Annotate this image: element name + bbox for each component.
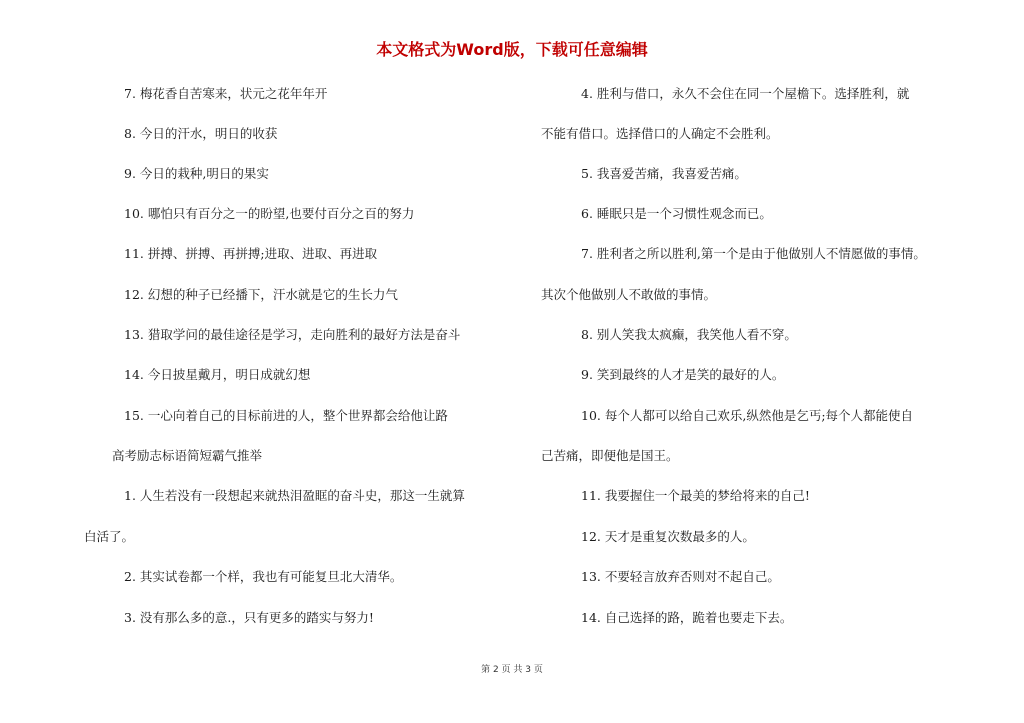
paragraph-line: 11. 我要握住一个最美的梦给将来的自己!	[581, 488, 810, 503]
paragraph-line: 15. 一心向着自己的目标前进的人，整个世界都会给他让路	[124, 408, 448, 423]
paragraph-line: 9. 今日的栽种,明日的果实	[124, 166, 269, 181]
paragraph-line: 8. 今日的汗水，明日的收获	[124, 126, 278, 141]
page-footer: 第 2 页 共 3 页	[481, 665, 543, 675]
paragraph-line: 12. 幻想的种子已经播下，汗水就是它的生长力气	[124, 287, 398, 302]
section-heading: 高考励志标语简短霸气推举	[112, 448, 263, 463]
paragraph-line: 6. 睡眠只是一个习惯性观念而已。	[581, 206, 772, 221]
document-banner: 本文格式为Word版，下载可任意编辑	[376, 40, 648, 59]
paragraph-line: 白活了。	[84, 529, 135, 544]
paragraph-line: 13. 不要轻言放弃否则对不起自己。	[581, 569, 780, 584]
paragraph-line: 14. 今日披星戴月，明日成就幻想	[124, 367, 311, 382]
paragraph-line: 3. 没有那么多的意.，只有更多的踏实与努力!	[124, 610, 374, 625]
paragraph-line: 其次个他做别人不敢做的事情。	[541, 287, 717, 302]
paragraph-line: 14. 自己选择的路，跪着也要走下去。	[581, 610, 793, 625]
paragraph-line: 13. 猎取学问的最佳途径是学习，走向胜利的最好方法是奋斗	[124, 327, 461, 342]
paragraph-line: 9. 笑到最终的人才是笑的最好的人。	[581, 367, 785, 382]
paragraph-line: 8. 别人笑我太疯癫，我笑他人看不穿。	[581, 327, 797, 342]
paragraph-line: 7. 胜利者之所以胜利,第一个是由于他做别人不情愿做的事情。	[581, 246, 926, 261]
paragraph-line: 不能有借口。选择借口的人确定不会胜利。	[541, 126, 779, 141]
paragraph-line: 1. 人生若没有一段想起来就热泪盈眶的奋斗史，那这一生就算	[124, 488, 465, 503]
paragraph-line: 10. 哪怕只有百分之一的盼望,也要付百分之百的努力	[124, 206, 415, 221]
paragraph-line: 4. 胜利与借口，永久不会住在同一个屋檐下。选择胜利，就	[581, 86, 910, 101]
paragraph-line: 己苦痛，即便他是国王。	[541, 448, 679, 463]
paragraph-line: 7. 梅花香自苦寒来，状元之花年年开	[124, 86, 328, 101]
paragraph-line: 12. 天才是重复次数最多的人。	[581, 529, 755, 544]
paragraph-line: 10. 每个人都可以给自己欢乐,纵然他是乞丐;每个人都能使自	[581, 408, 914, 423]
paragraph-line: 2. 其实试卷都一个样，我也有可能复旦北大清华。	[124, 569, 403, 584]
paragraph-line: 11. 拼搏、拼搏、再拼搏;进取、进取、再进取	[124, 246, 378, 261]
paragraph-line: 5. 我喜爱苦痛，我喜爱苦痛。	[581, 166, 747, 181]
